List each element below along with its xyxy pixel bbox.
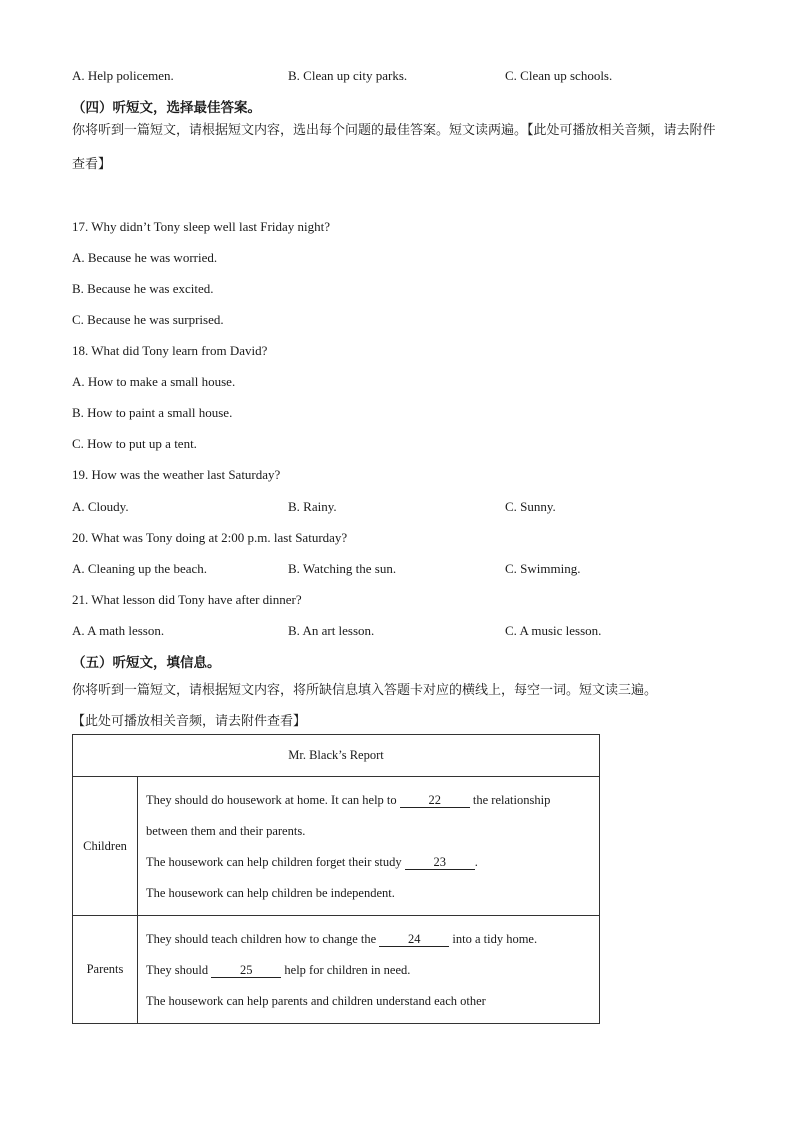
text: into a tidy home. xyxy=(449,932,538,946)
q18-option-a: A. How to make a small house. xyxy=(72,374,236,389)
report-table xyxy=(72,734,600,1024)
children-content xyxy=(138,777,600,916)
q17-option-b: B. Because he was excited. xyxy=(72,281,214,296)
parents-content xyxy=(138,916,600,1024)
section5-audio-note: 【此处可播放相关音频，请去附件查看】 xyxy=(72,714,307,729)
parents-label: Parents xyxy=(73,916,138,1024)
q20-option-b: B. Watching the sun. xyxy=(288,561,397,576)
q20-option-a: A. Cleaning up the beach. xyxy=(72,561,208,576)
option-a: A. Help policemen. xyxy=(72,68,174,83)
section4-heading: （四）听短文，选择最佳答案。 xyxy=(72,100,261,116)
q17-stem: 17. Why didn’t Tony sleep well last Friday night? xyxy=(72,219,330,234)
q19-option-b: B. Rainy. xyxy=(288,499,337,514)
children-line-2: between them and their parents. xyxy=(146,824,306,838)
text: The housework can help children forget their study xyxy=(146,855,405,869)
parents-row xyxy=(73,916,600,1024)
children-line-3 xyxy=(146,847,591,878)
blank-24[interactable]: 24 xyxy=(379,932,449,947)
report-title-row xyxy=(73,735,600,777)
section5-heading: （五）听短文，填信息。 xyxy=(72,655,221,671)
text: . xyxy=(474,855,478,869)
blank-25[interactable]: 25 xyxy=(211,963,281,978)
option-b: B. Clean up city parks. xyxy=(288,68,408,83)
q21-option-b: B. An art lesson. xyxy=(288,623,375,638)
parents-line-1 xyxy=(146,924,591,955)
q21-stem: 21. What lesson did Tony have after dinner? xyxy=(72,592,302,607)
text: They should xyxy=(146,963,212,977)
blank-23[interactable]: 23 xyxy=(405,855,475,870)
blank-22[interactable]: 22 xyxy=(400,793,470,808)
q20-stem: 20. What was Tony doing at 2:00 p.m. last Saturday? xyxy=(72,530,348,545)
text: They should teach children how to change the xyxy=(146,932,380,946)
text: They should do housework at home. It can help to xyxy=(146,793,400,807)
section5-instruction: 你将听到一篇短文，请根据短文内容，将所缺信息填入答题卡对应的横线上，每空一词。短文读三遍。 xyxy=(72,683,658,698)
q17-option-a: A. Because he was worried. xyxy=(72,250,218,265)
children-row xyxy=(73,777,600,916)
children-line-4: The housework can help children be independent. xyxy=(146,886,395,900)
section4-instruction: 你将听到一篇短文，请根据短文内容，选出每个问题的最佳答案。短文读两遍。【此处可播放相关音频，请去附件查看】 xyxy=(72,123,716,172)
report-title: Mr. Black’s Report xyxy=(73,735,600,777)
option-c: C. Clean up schools. xyxy=(505,68,613,83)
q18-option-b: B. How to paint a small house. xyxy=(72,405,233,420)
q20-option-c: C. Swimming. xyxy=(505,561,581,576)
parents-line-2 xyxy=(146,955,591,986)
q19-option-a: A. Cloudy. xyxy=(72,499,129,514)
q17-option-c: C. Because he was surprised. xyxy=(72,312,224,327)
text: help for children in need. xyxy=(281,963,411,977)
children-label: Children xyxy=(73,777,138,916)
q19-option-c: C. Sunny. xyxy=(505,499,556,514)
parents-line-3: The housework can help parents and children understand each other xyxy=(146,994,486,1008)
text: the relationship xyxy=(469,793,551,807)
q21-option-a: A. A math lesson. xyxy=(72,623,165,638)
q18-stem: 18. What did Tony learn from David? xyxy=(72,343,268,358)
q18-option-c: C. How to put up a tent. xyxy=(72,436,197,451)
children-line-1 xyxy=(146,785,591,816)
q21-option-c: C. A music lesson. xyxy=(505,623,602,638)
q19-stem: 19. How was the weather last Saturday? xyxy=(72,467,281,482)
